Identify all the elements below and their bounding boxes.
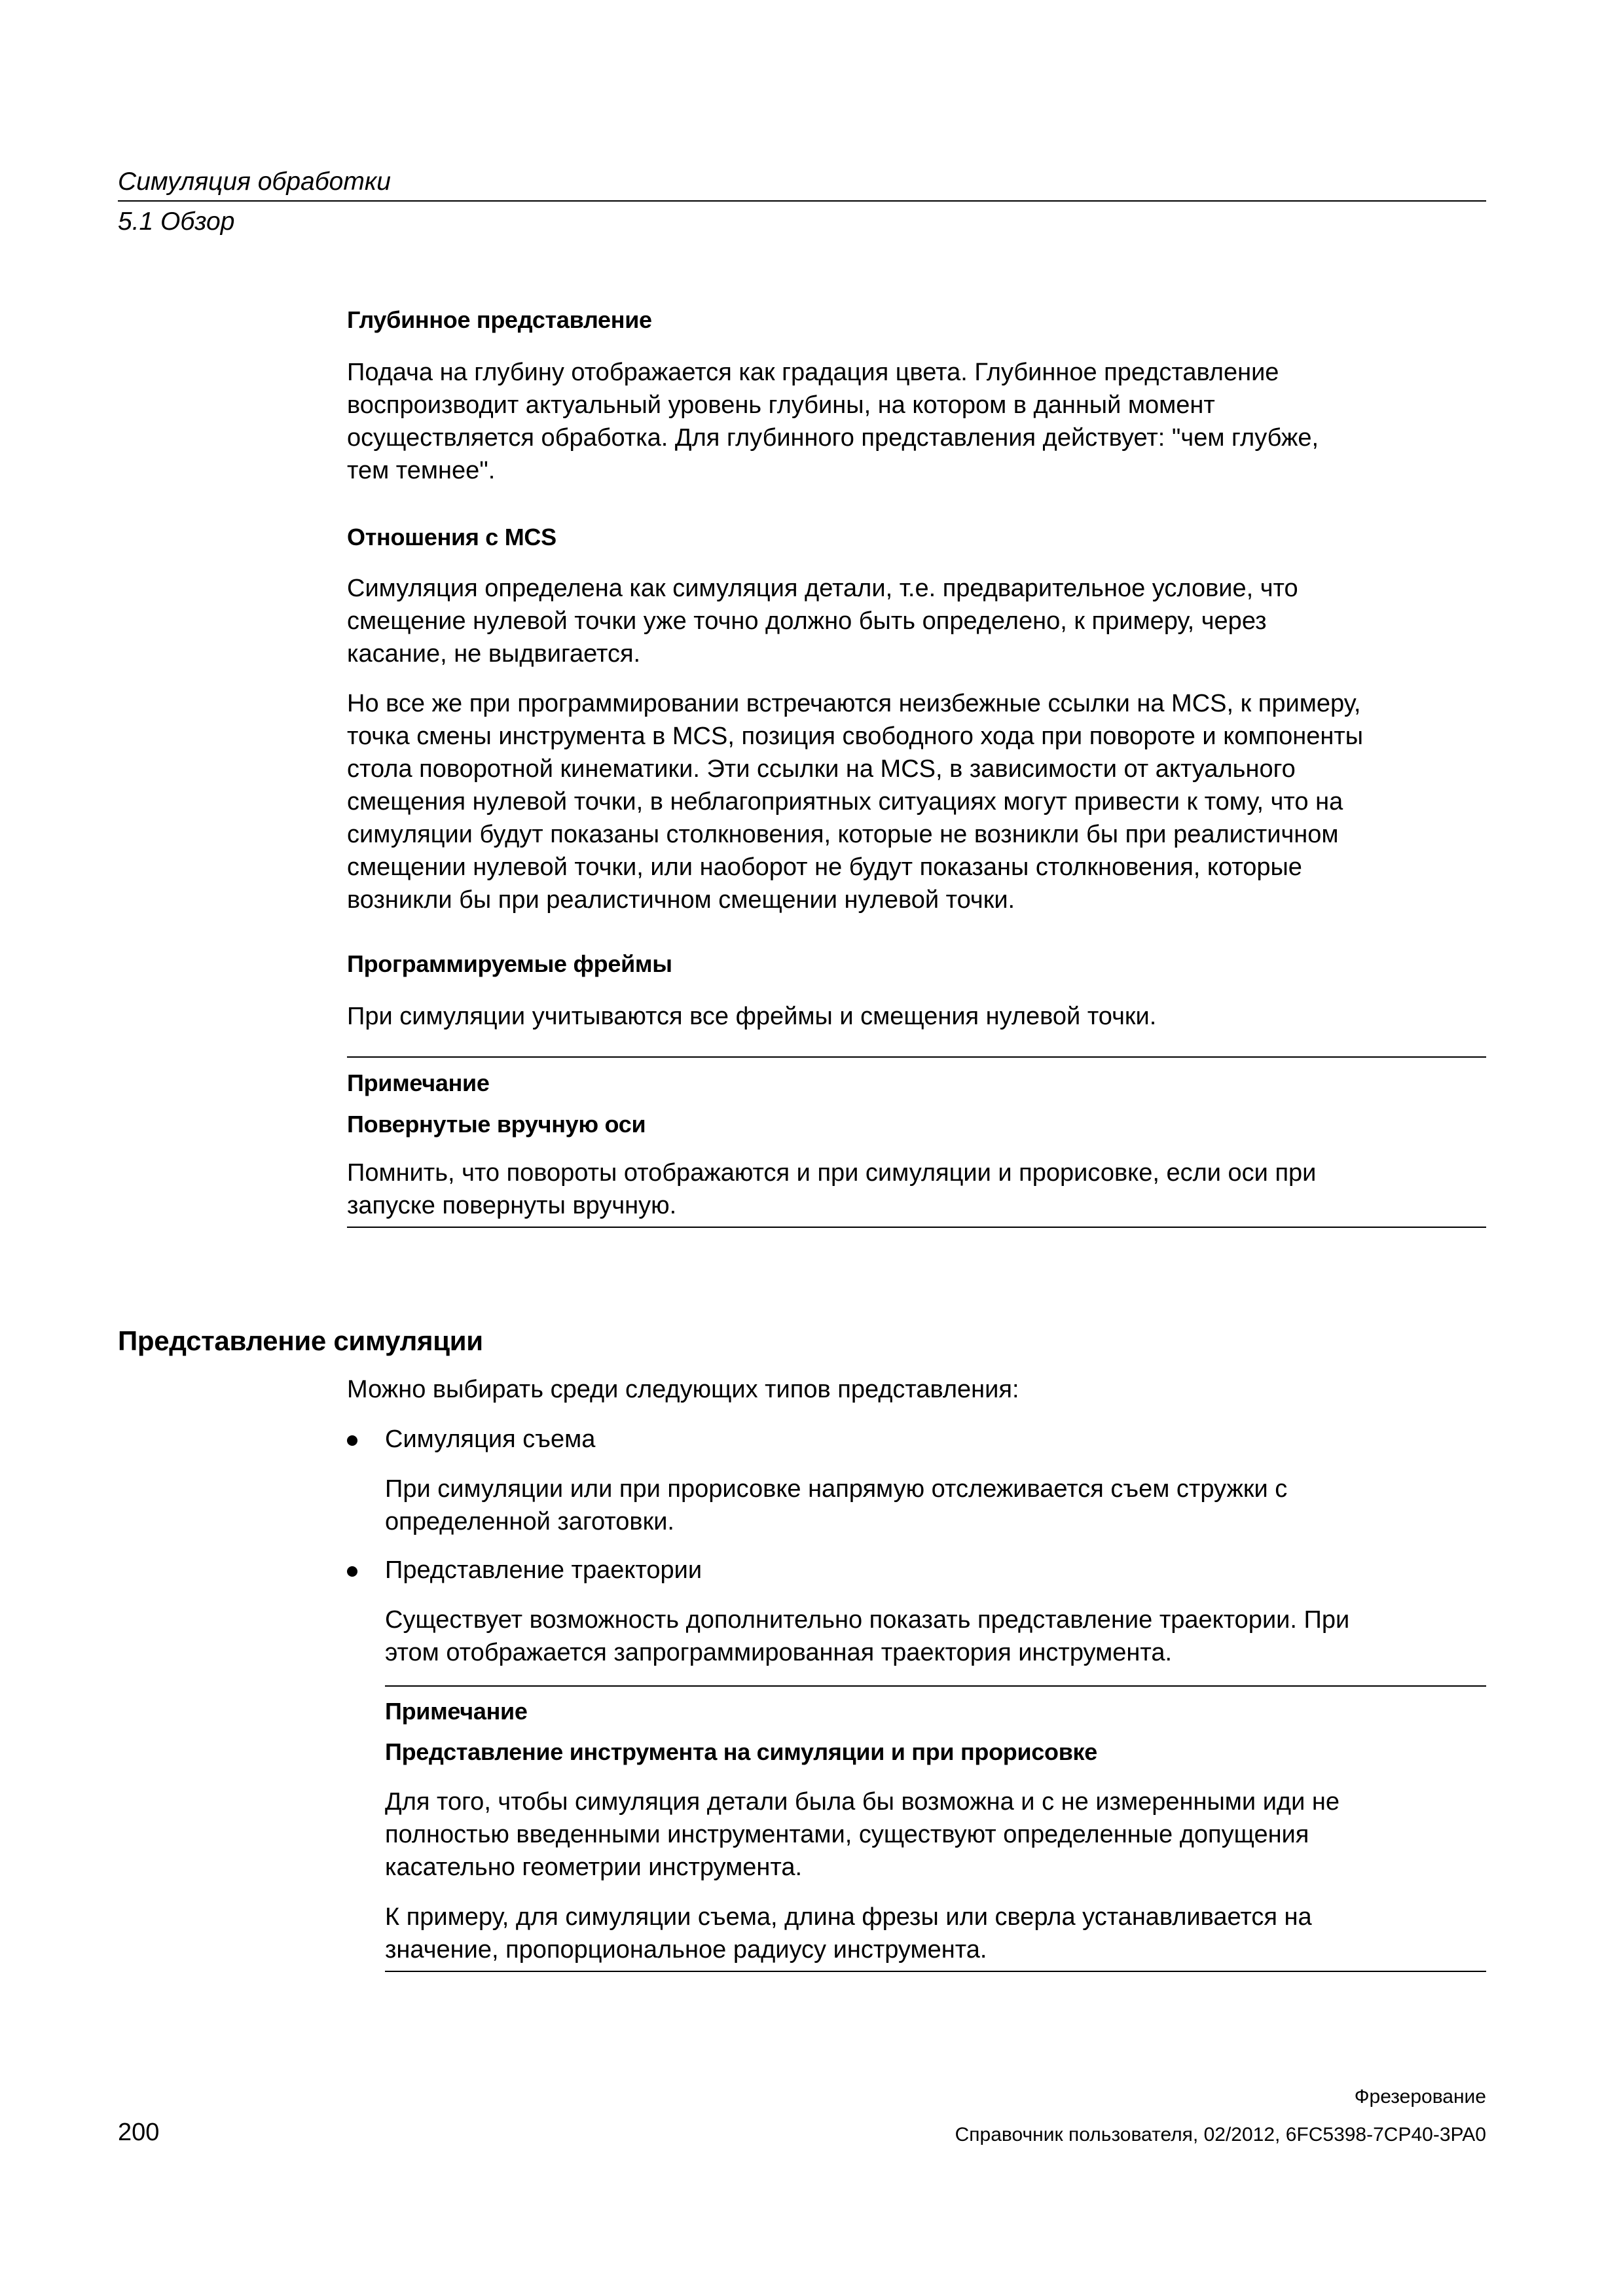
frames-heading: Программируемые фреймы: [347, 950, 672, 977]
text-line: этом отображается запрограммированная траектория инструмента.: [385, 1639, 1173, 1666]
page-number: 200: [118, 2119, 160, 2146]
bullet-marker: [347, 1566, 357, 1577]
depth-heading: Глубинное представление: [347, 306, 652, 333]
text-line: Помнить, что повороты отображаются и при симуляции и прорисовке, если оси при: [347, 1159, 1317, 1187]
note-top-rule: [385, 1685, 1486, 1687]
text-line: Представление траектории: [385, 1556, 702, 1584]
text-line: касательно геометрии инструмента.: [385, 1854, 803, 1881]
representation-intro: [347, 1373, 1486, 1406]
note-bottom-rule: [385, 1971, 1486, 1972]
note-label: Примечание: [347, 1069, 490, 1096]
text-line: Подача на глубину отображается как градация цвета. Глубинное представление: [347, 359, 1279, 386]
text-line: касание, не выдвигается.: [347, 640, 641, 668]
text-line: смещения нулевой точки, в неблагоприятных ситуациях могут привести к тому, что на: [347, 788, 1343, 816]
text-line: Для того, чтобы симуляция детали была бы возможна и с не измеренными иди не: [385, 1788, 1340, 1816]
text-line: определенной заготовки.: [385, 1508, 674, 1535]
mcs-heading: Отношения с MCS: [347, 524, 556, 550]
bullet-marker: [347, 1435, 357, 1446]
text-line: воспроизводит актуальный уровень глубины, на котором в данный момент: [347, 391, 1215, 419]
running-header-chapter: Симуляция обработки: [118, 168, 391, 196]
depth-paragraph: [347, 356, 1486, 487]
note-paragraph-1: [385, 1785, 1486, 1884]
note-paragraph: [347, 1157, 1486, 1222]
text-line: Симуляция определена как симуляция детали, т.е. предварительное условие, что: [347, 575, 1298, 602]
text-line: смещении нулевой точки, или наоборот не будут показаны столкновения, которые: [347, 853, 1302, 881]
header-divider: [118, 200, 1486, 202]
text-line: При симуляции или при прорисовке напрямую отслеживается съем стружки с: [385, 1475, 1288, 1503]
frames-paragraph: [347, 1000, 1486, 1033]
text-line: Но все же при программировании встречаются неизбежные ссылки на MCS, к примеру,: [347, 690, 1361, 717]
bullet-description: [385, 1473, 1486, 1538]
note-title: Представление инструмента на симуляции и при прорисовке: [385, 1738, 1097, 1765]
text-line: К примеру, для симуляции съема, длина фрезы или сверла устанавливается на: [385, 1903, 1312, 1931]
note-label: Примечание: [385, 1698, 528, 1725]
text-line: стола поворотной кинематики. Эти ссылки на MCS, в зависимости от актуального: [347, 755, 1296, 783]
text-line: осуществляется обработка. Для глубинного представления действует: "чем глубже,: [347, 424, 1319, 452]
text-line: точка смены инструмента в MCS, позиция свободного хода при повороте и компоненты: [347, 723, 1364, 750]
running-header-section: 5.1 Обзор: [118, 207, 235, 236]
text-line: симуляции будут показаны столкновения, которые не возникли бы при реалистичном: [347, 821, 1339, 848]
mcs-paragraph-2: [347, 687, 1486, 916]
representation-heading: Представление симуляции: [118, 1325, 483, 1356]
footer-manual-info: Справочник пользователя, 02/2012, 6FC5398-7CP40-3PA0: [955, 2124, 1486, 2145]
text-line: значение, пропорциональное радиусу инструмента.: [385, 1936, 987, 1964]
text-line: запуске повернуты вручную.: [347, 1192, 677, 1219]
note-top-rule: [347, 1056, 1486, 1058]
text-line: Существует возможность дополнительно показать представление траектории. При: [385, 1606, 1350, 1634]
text-line: смещение нулевой точки уже точно должно быть определено, к примеру, через: [347, 607, 1267, 635]
note-bottom-rule: [347, 1227, 1486, 1228]
text-line: Можно выбирать среди следующих типов представления:: [347, 1376, 1019, 1403]
text-line: возникли бы при реалистичном смещении нулевой точки.: [347, 886, 1015, 914]
note-paragraph-2: [385, 1901, 1486, 1966]
footer-manual-title: Фрезерование: [1354, 2086, 1486, 2108]
text-line: тем темнее".: [347, 457, 496, 484]
text-line: Симуляция съема: [385, 1426, 596, 1453]
bullet-title: [385, 1423, 1486, 1456]
text-line: При симуляции учитываются все фреймы и смещения нулевой точки.: [347, 1003, 1157, 1030]
text-line: полностью введенными инструментами, существуют определенные допущения: [385, 1821, 1309, 1848]
mcs-paragraph-1: [347, 572, 1486, 670]
bullet-title: [385, 1554, 1486, 1587]
bullet-description: [385, 1604, 1486, 1669]
note-title: Повернутые вручную оси: [347, 1111, 646, 1138]
